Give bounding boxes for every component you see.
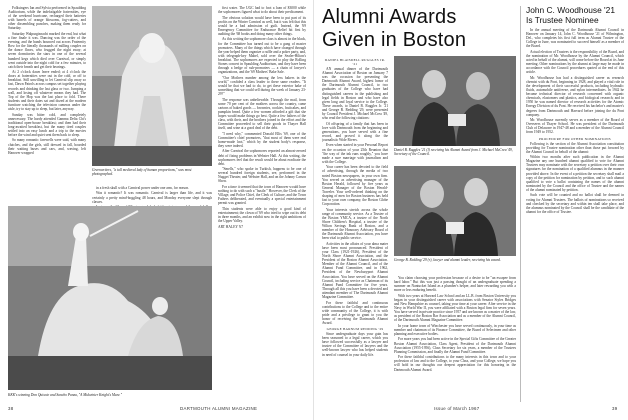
carnival-paragraph: As this writing the sophomore class is almost in the black, for the Committee has turned out to be a gang of master promoters. Many of the things which have changed through the year helped them organize a raffle and a poker party, and, with telegraph-key Mabel, sold over the Sealer-Hilton's breakfast. The sophomores are expected to play the Rolling Stones concert in Spaulding Auditorium, and they have been through a hedge of sub-promoters — a chain of lawyer's organizations, and the '69 Mothers' Bake Sale.: [218, 37, 306, 75]
statue-caption: Greenwriters, "a tall medieval lady of human proportions," was most photographed.: [92, 168, 192, 177]
side-column-divider: [520, 6, 521, 402]
award-paragraph: Of offspring of a family that has been in love with Dartmouth from the beginning and generations, you have served with a fine record, and proved it along the the journalistic Wide Rivers.: [322, 121, 388, 142]
left-column-3: [218, 6, 306, 402]
trustee-paragraph: Actual election of Trustees is the responsibility of the Board, and the nomination of Mr. Woodhouse by the Alumni Council, which acted in behalf of the alumni, will come before the Board at its June meeting. Other nominations by the alumni at large may be made in accordance with the Council procedures quoted at the end of this article.: [526, 49, 624, 75]
left-column-1: [8, 6, 86, 202]
award-paragraph: In your home town of Winchester you have served continuously, in your time as member and chairman of its Finance Committee, the Board of Selectmen and other planning and executive bodies.: [394, 323, 516, 336]
ruggles-caption: Daniel B. Ruggles '21 (l) receiving his Alumni Award from J. Michael McCrea '49, Secretary of the Council.: [394, 148, 513, 157]
trustee-heading-line-2: Is Trustee Nominee: [526, 14, 599, 25]
carnival-paragraph: So many romantic farewells were said, with many clutches, and the girls, still dressed in fall, boarded their waiting buses and cars, and, waving, left Hanover wrapped: [8, 138, 86, 155]
trustee-paragraph: Mr. Woodhouse currently serves as a member of the Board of Overseers of Thayer School. He was president of the Dartmouth Club of Delaware in 1947-48 and a member of the Alumni Council from 1949 to 1952.: [526, 118, 624, 135]
carnival-paragraph: For a time it seemed that the town of Hanover would have nothing to do with such a "hustle." However, the Clerk of the Village, and Police Chief, the Clerk of Culture, and the Town Fathers deliberated, and eventually a special entertainment permit was granted.: [218, 184, 306, 206]
right-main-column-1: [322, 56, 388, 402]
procedure-paragraph: Within two months after such publication in the Alumni Magazine any one hundred alumni qualified to vote for Alumni Trustees may nominate with the secretary a petition over their own signatures for the nomination of a qualified alumnus in the manner provided above. In the event of a petition the secretary shall mail a copy of the petition for nomination by petition, and to such alumni qualified to vote a ballot containing the names of the alumni nominated by the Council and the office of Trustee and the names of the alumni nominated by petition.: [526, 155, 624, 192]
article-headline: [322, 6, 522, 52]
award-paragraph: Since undergraduate days your gain has been seasoned to a legal career, which you have followed successfully as a lawyer and trustee of the Committee of lawyers and the well-known lawyer who has helped students in need of counsel in your daily life.: [322, 332, 388, 357]
right-side-column: [526, 28, 624, 402]
award-paragraph: For these faithful contributions to the many interests in this town and to your profession of law and to the College, to your Class, and your College, we hope you will hold in our thoughts our deepest appreciation for this honoring in the Dartmouth Alumni Award.: [394, 355, 516, 372]
trustee-paragraph: Mr. Woodhouse has had a distinguished career as research chemist with du Pont, beginning in 1928, and played a vital role in the development of their successful products, including hydraulic fluids, automobile antifreeze, and nylon intermediates. In 1942 he became technical director of research concerned with organic chemicals, elastomers and plastics, and biological research; and in 1950 he was named director of research activities for the Atomic Energy Division of du Pont. He received his bachelor's and master's degrees from Dartmouth and Harvard before joining the du Pont company.: [526, 75, 624, 117]
left-page-footer: DARTMOUTH ALUMNI MAGAZINE: [180, 406, 258, 411]
redding-caption: George B. Redding '29 (r), lawyer and alumni leader, receiving his award.: [394, 258, 501, 262]
award-paragraph: You claim choosing your profession because of a desire to be "an escapee from hard labor." But this was just a passing thought of an undergraduate spending a summer on Nantucket Island as a plumber's helper, and later rewarding you with a more or less enduring benefit.: [394, 276, 516, 293]
carnival-paragraph: At 2 o'clock dawn leave ended; at 4 o'clock the doors at fraternities were out in the cold, or off to breakfast. Still unwilling to let Carnival slip away so fast, Dawn Patrols across campus set together playing records and drinking the last glass or two. Jumping a wall, and losing off whatever means they had. The Top of the Hop was the last place to fold. There students and their dates sat and dozed at the modern furniture watching the television cameras under the aisle, try to stay up to sleep, but later, anyway.: [8, 70, 86, 112]
ruggles-citation-heading: DANIEL BLAISDELL RUGGLES JR. '21: [324, 58, 386, 66]
procedure-paragraph: Following is the section of the Alumni Association constitution providing for Trustee nomination other than those put forward by the Alumni Council in behalf of the alumni:: [526, 141, 624, 154]
procedure-paragraph: Such vote will be counted and no ballot shall be deemed in voting for Alumni Trustees. The ballots of nominations so received and checked by the secretary and within ten shall take place, and the alumnus nominated by the Council shall be the candidate of the alumni for the office of Trustee.: [526, 193, 624, 214]
two-men-figure-2: [394, 166, 516, 256]
carnival-statue-photo: [92, 6, 212, 166]
carnival-paragraph: first water. The UGC had to foot a loan of $3000 while the sophomores figured what to do about their predicament.: [218, 6, 306, 15]
carnival-paragraph: "I need why," commented Donald Ellis '69, one of the Committee's chief promoters, "that most of them were real home-made loot," which by the student body's response, they were indeed.: [218, 131, 306, 148]
don-quixote-caption: KKK's winning Don Quixote and Sancho Panza, "A Midwinter Knight's Mare.": [8, 393, 122, 397]
award-paragraph: For more years you had been active in the Special Gifts Committee of the Greater Boston Alumni Association, Class Agent, President of the Dartmouth Alumni Association (1955-1956), Class Secretary for six years, a member of the Trustees Planning Commission, and finally the Alumni Fund Committee.: [394, 337, 516, 354]
headline-line-1: Alumni Awards: [322, 6, 457, 28]
carnival-paragraph: The response was unbelievable. Through the mail, from some 70 per cent of the mothers across the country, came cartons of baked goods — brownies, cookies, fruitcakes, and pumpkin bread. Quite a few women afforded a gift that she hopes would make things go best. Quite a few fathers of the class, with their, and the brothers joined in the effort and the Committee proceeded to sell their goods in Thayer Hall itself, and wine at a good deal of the debt.: [218, 97, 306, 131]
carnival-paragraph: Sunday was bitter cold, and completely unnecessary. The hardy attended Gamma Delta Chi's traditional open-house breakfast; and then had their long-awaited breakfast, but the many tired couples settled into an easy lunch and a trip to the movies before the wind and quiet sent them back to sleep.: [8, 112, 86, 137]
carnival-paragraph: Was it romantic? It was romantic. Carnival is larger than life, and it was certainly a pretty mind-boggling 48 hours, and Monday everyone slept through classes.: [92, 191, 212, 204]
redding-citation-heading: GEORGE BARNUM REDDING '29: [326, 327, 384, 332]
carnival-paragraph: After Carnival the sophomores reported an almost-zeroed debt of fixing problems in Webster Hall. At this writing, the sophomores feel that the result would be about eradicate the debt.: [218, 149, 306, 166]
award-paragraph: AN annual dinner of the Dartmouth Alumni Association of Boston on January 7 was the occasion for presenting the Dartmouth Alumni Award, highest honor of the Dartmouth Alumni Council, to two graduates of the College who have had distinguished careers in the publishing and legal fields in Boston and who have also given long and loyal service to the College. These awards, to Daniel B. Ruggles Jr. '21 and George B. Redding '29, were presented by Council President J. Michael McCrea '49, who read the following citations:: [322, 67, 388, 121]
award-paragraph: For these faithful and continuous contributions to the College and to the entire wide community of the College, it is with pride and a privilege to grant to you the honor of receiving the Dartmouth Alumni Award.: [322, 300, 388, 325]
ruggles-award-photo: [394, 56, 516, 146]
headline-line-2: Given in Boston: [322, 29, 467, 51]
redding-award-photo: [394, 166, 516, 256]
right-page-number: 39: [612, 406, 618, 411]
trustee-paragraph: In the annual meeting of the Dartmouth Alumni Council in Hanover on January 14, John C. Woodhouse '21 of Wilmington, Del., who completes his first full term as Alumni Trustee of the College in June, was nominated to succeed himself as a member of the Board.: [526, 28, 624, 49]
right-main-column-2: [394, 276, 516, 402]
snow-sculpture-figure: [92, 6, 212, 166]
author-signature: ART HALEY '67: [218, 224, 243, 229]
carnival-paragraph: Thin students were able to enjoy a good kind of entertainment; the clown of '69 who tried to wipe out its debt in three months, and an exhibit now in the right ambitions of the Upper Valley.: [218, 206, 306, 224]
carnival-paragraph: "Our Mothers number among the less bakers in the world," confided a class leader to these same readers. "It would be that we had to do, to get these exterior bake of something that we could sell during the week of January 23-29?": [218, 75, 306, 97]
trustee-heading-line-1: John C. Woodhouse '21: [526, 5, 615, 15]
procedure-heading: PROCEDURE FOR OTHER NOMINATIONS: [539, 136, 611, 141]
award-paragraph: Activities in the affairs of your alma mater have been most pronounced. President of your Class (1921-1926), President of the North Shore Alumni Association, and the President of the Boston Alumni Association. Member of the Alumni Council, and of the Alumni Fund Committee, and in 1962, President of the Newburyport Alumni Association. You have served on the Alumni Council, including service as Chairman of its Alumni Fund Committee for five years. Through all this you have been a devoted and attendant member of The Dartmouth Alumni Magazine Committee.: [322, 241, 388, 300]
carnival-paragraph: "Smells," who spoke in Turkish, happens to be one of several hundred foreign students, see, performed in the Nugget Theater, and Webster Hall, and on the Johnny Carson Show.: [218, 167, 306, 184]
award-paragraph: Your interests stretch across the whole range of community service. As a Trustee of the Boston YMCA, a trustee of the North Shore Children's Hospital, a trustee of the Wilton Savings Bank of Boston, and a member of the Honorary Advisory Board of the Dartmouth Alumni Association, you have been vital to public service.: [322, 207, 388, 241]
don-quixote-photo: [8, 206, 212, 390]
left-page-number: 38: [8, 406, 14, 411]
right-page-footer: Issue of March 1967: [434, 406, 480, 411]
carnival-paragraph: in a fresh skull with a Carnival power under one arm, for reason.: [96, 186, 190, 190]
award-paragraph: Your career has been devoted to the field of advertising, through the media of two noted Boston newspapers, in your own firm. You served as advertising manager of the Boston Herald, followed by five years as General Manager of the Boston Herald-Traveler. Your well-ordered thinking on the shaping of men for Boston business has held fast to your own company, the Boston Globe Corporation.: [322, 165, 388, 207]
award-paragraph: Even when started in your Personal Report on the occasion of your 25th Reunion that "the way of the ink runs roughly," you have made a sure marriage with journalism and with the College.: [322, 143, 388, 164]
two-men-figure: [394, 56, 516, 146]
don-quixote-sculpture: [8, 206, 212, 390]
trustee-nominee-heading: [526, 6, 624, 25]
carnival-paragraph: The obvious solution would have been to put part of its profits on the Winter Carnival as well, but it was felt that this would be a bad admission of guilt. Instead, the '69 Emergency Committee for Endurance Relief hit first by auditing the '68 books and doing many other things.: [218, 15, 306, 36]
award-paragraph: With two years at Harvard Law School and an LL.B. from Boston University you began in your distinguished career with associations with Senator Styles Bridges and New Hampshire as counsel, taking your time at your career. After service in the Navy in World War II, you were affiliated with a Boston legal firm for seven years. You have served in private practice since 1957 and are known as a master of the law, as president of the Boston Bar Association and as a member of the Alumni Council, of the Dartmouth Alumni Magazine Committee.: [394, 293, 516, 323]
right-page: [314, 0, 628, 420]
carnival-paragraph: Saturday Walpurgisnacht marked the end, but what a fine finale it was. Dancing was the order of the evening, and the bands bounced out across Fraternity Row for the literally thousands of milling couples on the dance floors, who frugged the night away; at seven dormitories the stars in one of the several hundred kegs which died over Carnival, or simply went outside into the night cold for a few minutes, to catch their breath and get their bearings.: [8, 31, 86, 69]
carnival-paragraph: Folksingers Ian and Sylvia performed in Spaulding Auditorium, while the indefatigable fraternities, eye of the weekend hurricane, recharged their batteries with barrels of orange blossoms, fog-cutters, and other dissembling punches, making them ready for Saturday.: [8, 6, 86, 31]
